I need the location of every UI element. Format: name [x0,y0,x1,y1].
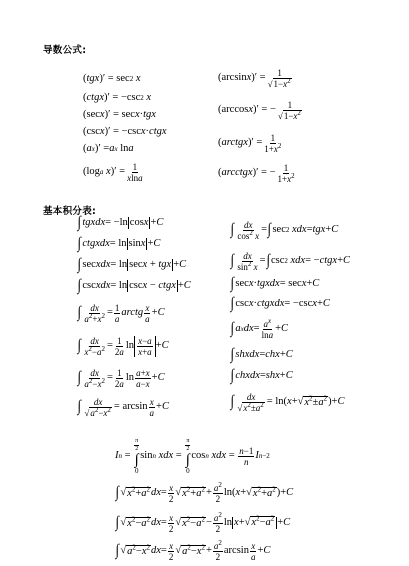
int-sqrt-a2-minus-x2-dx: ∫ √ $a^2-x^2$ dx = $\frac{x}{2}$ √ $a^2-x^2$ + $\frac{a^2}{2}$ arcsin $\frac{x}{a}$ + C [115,538,271,562]
int-secx-tgx: ∫ sec x · tgxdx = sec x + C [230,275,320,292]
int-ctgx: ∫ ctgxdx = ln sinx + C [77,235,161,252]
int-cscx: ∫ csc xdx = ln cscx − ctgx + C [77,277,191,294]
int-ax: ∫ a x dx = $\frac{a^x}{\ln a}$ + C [230,316,289,340]
deriv-secx: (sec x )′ = sec x · tgx [83,109,156,120]
int-a2-minus-x2: ∫ $\frac{dx}{a^2-x^2}$ = $\frac{1}{2a}$ ln $\frac{a+x}{a-x}$ + C [77,367,165,389]
deriv-log: (log a x )′ = $\frac{1}{xlna}$ [83,161,143,183]
derivatives-heading: 导数公式: [43,45,87,56]
int-a2-plus-x2: ∫ $\frac{dx}{a^2+x^2}$ = $\frac{1}{a}$ arctg $\frac{x}{a}$ + C [77,302,165,324]
int-chx: ∫ chxdx = shx + C [230,367,293,384]
int-sqrt-x2-minus-a2: ∫ √ $x^2-a^2$ dx = $\frac{x}{2}$ √ $x^2-a^2$ − $\frac{a^2}{2}$ ln $x+√x^2-a^2$ + C [115,510,291,534]
deriv-ax: ( a x )′ = a x ln a [83,143,134,154]
integrals-heading: 基本积分表: [43,206,97,217]
int-tgx: ∫ tgxdx = −ln cosx + C [77,214,164,231]
int-cscx-ctgx: ∫ csc x · ctgxdx = −csc x + C [230,295,330,312]
wallis-formula: I n = $\frac{\pi}{2}$ ∫ 0 sin n xdx = $\frac{\pi}{2}$ ∫ 0 cos n xdx = $\frac{n-1}{n}$ I n−2 [115,437,270,475]
deriv-arcsin: (arcsin x )′ = $\frac{1}{√1-x^2}$ [218,67,291,89]
int-x2-minus-a2: ∫ $\frac{dx}{x^2-a^2}$ = $\frac{1}{2a}$ ln $\frac{x-a}{x+a}$ + C [77,335,169,357]
deriv-tgx: ( tgx )′ = sec 2 x [83,73,141,84]
int-sqrt-x2-plus-a2: ∫ √ $x^2+a^2$ dx = $\frac{x}{2}$ √ $x^2+a^2$ + $\frac{a^2}{2}$ ln( x +√ $x^2+a^2$ )+ C [115,480,294,504]
deriv-arccos: (arccos x )′ = − $\frac{1}{√1-x^2}$ [218,99,301,121]
deriv-cscx: (csc x )′ = −csc x · ctgx [83,126,167,137]
deriv-ctgx: ( ctgx )′ = −csc 2 x [83,92,152,103]
deriv-arcctg: ( arcctgx )′ = − $\frac{1}{1+x^2}$ [218,162,295,184]
int-shx: ∫ shxdx = chx + C [230,346,293,363]
int-sqrt-x2-pm-a2: ∫ $\frac{dx}{√x^2\pm a^2}$ = ln( x +√ $x^2\pm a^2$ )+ C [230,391,345,413]
int-sqrt-a2-minus-x2: ∫ $\frac{dx}{√a^2-x^2}$ = arcsin $\frac{x}{a}$ + C [77,396,169,418]
deriv-arctg: ( arctgx )′ = $\frac{1}{1+x^2}$ [218,132,282,154]
int-secx: ∫ sec xdx = ln secx + tgx + C [77,256,187,273]
int-sec2: ∫ $\frac{dx}{\cos^2 x}$ = ∫ sec 2 xdx = tgx + C [230,219,339,241]
int-csc2: ∫ $\frac{dx}{\sin^2 x}$ = ∫ csc 2 xdx = − ctgx + C [230,250,350,272]
